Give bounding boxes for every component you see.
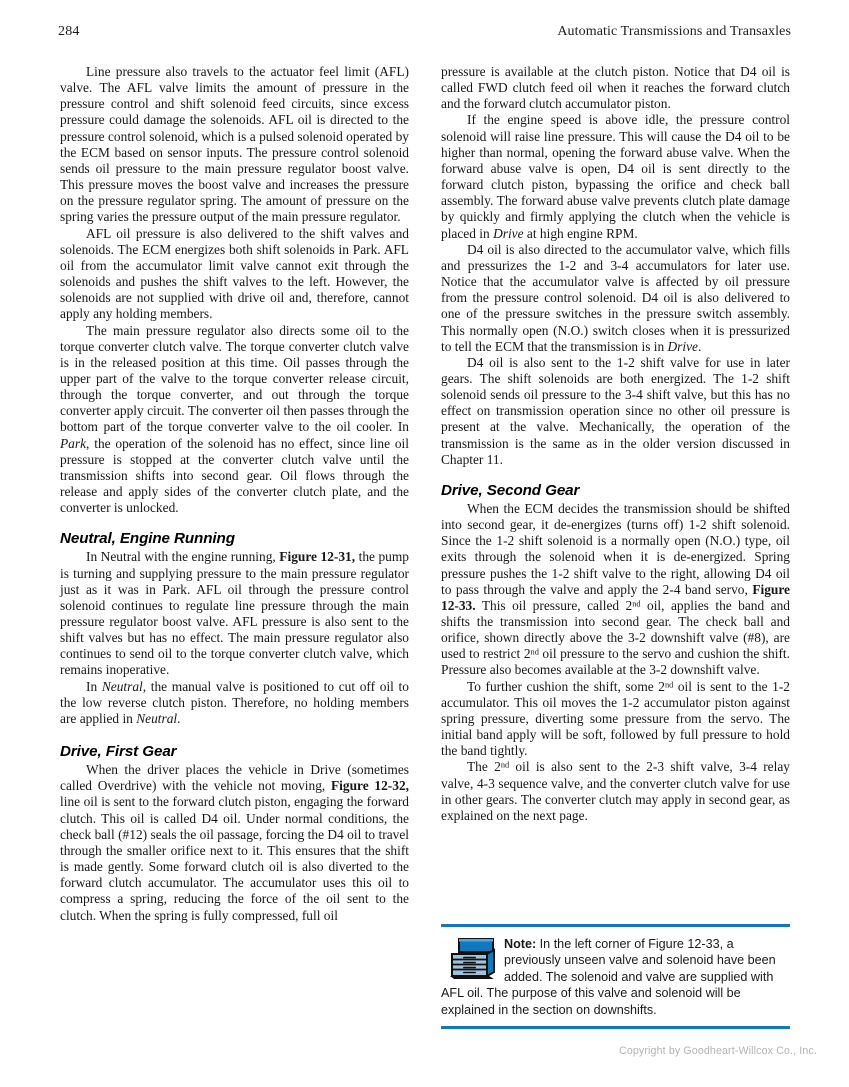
italic-term: Drive <box>493 225 524 241</box>
note-content <box>441 936 790 1018</box>
text-run: oil pressure to the servo and cushion the shift. Pressure also becomes available at the 3-2 downshift valve. <box>441 646 790 678</box>
text-run: To further cushion the shift, some 2 <box>467 678 665 694</box>
figure-reference: Figure 12-32, <box>331 778 410 794</box>
text-run: When the ECM decides the transmission should be shifted into second gear, it de-energizes (turns off) 1-2 shift solenoid. Since the 1-2 shift solenoid is a normally open (N.O.) type, oil exits through the solenoid when it is de-energized. Spring pressure pushes the 1-2 shift valve to the right, allowing D4 oil to pass through the valve and apply the 2-4 band servo, <box>441 500 790 597</box>
text-run: oil is sent to the 1-2 accumulator. This oil moves the 1-2 accumulator piston against spring pressure, diverting some pressure from the servo. The initial band apply will be soft, followed by full pressure to hold the band tightly. <box>441 678 790 759</box>
note-callout <box>441 924 790 1029</box>
section-heading-neutral-engine-running: Neutral, Engine Running <box>60 530 235 548</box>
paragraph <box>60 323 409 517</box>
text-run: D4 oil is also directed to the accumulator valve, which fills and pressurizes the 1-2 and 3-4 accumulators for later use. Notice that the accumulator valve is affected by oil pressure from the pressure control solenoid. D4 oil is also delivered to one of the pressure switches in the pressure switch assembly. This normally open (N.O.) switch closes when it is pressurized to tell the ECM that the transmission is in <box>441 241 790 354</box>
paragraph <box>60 679 409 727</box>
ordinal-suffix: nd <box>664 680 674 690</box>
left-column <box>60 64 409 1029</box>
italic-term: Drive <box>667 338 699 354</box>
note-bottom-rule <box>441 1026 790 1029</box>
toolbox-icon <box>449 937 496 981</box>
text-run: This oil pressure, called 2 <box>475 597 633 613</box>
page-number: 284 <box>58 24 80 39</box>
figure-reference: Figure 12-33. <box>441 581 790 613</box>
note-top-rule <box>441 924 790 927</box>
text-run: oil is also sent to the 2-3 shift valve, 3-4 relay valve, 4-3 sequence valve, and the converter clutch valve for use in other gears. The converter clutch may apply in second gear, as explained on the next page. <box>441 759 790 823</box>
paragraph: Line pressure also travels to the actuator feel limit (AFL) valve. The AFL valve limits the amount of pressure in the pressure control and shift solenoid feed circuits, since excess pressure could damage the solenoids. AFL oil is directed to the pressure control solenoid, which is a pulsed solenoid operated by the ECM based on sensor inputs. The pressure control solenoid sends oil pressure to the main pressure regulator boost valve. This pressure moves the boost valve and increases the pressure on the pressure regulator spring. The amount of pressure on the spring varies the pressure output of the main pressure regulator. <box>60 64 409 225</box>
paragraph <box>60 762 409 924</box>
text-run: line oil is sent to the forward clutch piston, engaging the forward clutch. This oil is called D4 oil. Under normal conditions, the check ball (#12) seals the oil passage, forcing the D4 oil to travel through the smaller orifice next to it. This ensures that the shift is made gently. Some forward clutch oil is also diverted to the forward clutch accumulator. The accumulator uses this oil to compress a spring, reducing the force of the oil sent to the clutch. When the spring is fully compressed, full oil <box>60 794 409 923</box>
text-run: , the manual valve is positioned to cut off oil to the low reverse clutch piston. Therefore, no holding members are applied in <box>60 678 409 726</box>
paragraph <box>60 549 409 678</box>
copyright-line: Copyright by Goodheart-Willcox Co., Inc. <box>619 1045 817 1057</box>
paragraph <box>441 112 790 241</box>
ordinal-suffix: nd <box>632 599 641 609</box>
text-run: The 2 <box>467 759 501 775</box>
italic-term: Neutral <box>101 678 143 694</box>
running-head <box>58 24 791 44</box>
text-run: , the operation of the solenoid has no effect, since line oil pressure is stopped at the converter clutch valve until the transmission shifts into second gear. Oil flows through the release and apply sides of the converter clutch plate, and the converter is unlocked. <box>60 435 409 516</box>
text-run: When the driver places the vehicle in Drive (sometimes called Overdrive) with the vehicle not moving, <box>60 762 409 794</box>
note-label: Note: <box>504 936 537 951</box>
two-column-body <box>60 64 791 1029</box>
section-heading-drive-first-gear: Drive, First Gear <box>60 743 177 761</box>
ordinal-suffix: nd <box>500 760 510 770</box>
paragraph <box>441 242 790 355</box>
text-run: In <box>86 678 102 694</box>
italic-term: Park <box>60 435 87 451</box>
right-column <box>441 64 790 1029</box>
paragraph <box>441 759 790 824</box>
text-run: oil, applies the band and shifts the transmission into second gear. The check ball and orifice, shown directly above the 3-2 downshift valve (#8), are used to restrict 2 <box>441 597 790 662</box>
text-run: . <box>698 338 702 354</box>
figure-reference: Figure 12-31, <box>279 549 356 565</box>
text-run: If the engine speed is above idle, the pressure control solenoid will raise line pressure. This will cause the D4 oil to be higher than normal, opening the forward abuse valve. When the forward abuse valve is open, D4 oil is sent directly to the forward clutch piston, bypassing the orifice and check ball assembly. The forward abuse valve prevents clutch plate damage by quickly and firmly applying the clutch when the vehicle is placed in <box>441 112 790 241</box>
text-run: at high engine RPM. <box>523 225 638 241</box>
paragraph <box>441 501 790 679</box>
text-run: . <box>177 710 181 726</box>
text-run: the pump is turning and supplying pressure to the main pressure regulator just as it was in Park. AFL oil through the pressure control solenoid continues to regulate line pressure through the main pressure regulator boost valve. AFL pressure is also sent to the shift valves but has no effect. The main pressure regulator also continues to send oil to the torque converter clutch valve, which remains inoperative. <box>60 549 409 678</box>
text-run: The main pressure regulator also directs some oil to the torque converter clutch valve. The torque converter clutch valve is in the released position at this time. Oil passes through the upper part of the valve to the torque converter release circuit, through the torque converter, and out through the torque converter apply circuit. The converter oil then passes through the bottom part of the torque converter valve to the oil cooler. In <box>60 322 409 435</box>
italic-term: Neutral <box>136 710 178 726</box>
ordinal-suffix: nd <box>530 647 539 657</box>
paragraph <box>441 679 790 760</box>
book-title: Automatic Transmissions and Transaxles <box>557 24 791 39</box>
text-run: In Neutral with the engine running, <box>86 549 280 565</box>
paragraph-continuation: pressure is available at the clutch piston. Notice that D4 oil is called FWD clutch feed oil when it reaches the forward clutch and the forward clutch accumulator piston. <box>441 64 790 112</box>
note-body-text: In the left corner of Figure 12-33, a previously unseen valve and solenoid have been added. The solenoid and valve are supplied with AFL oil. The purpose of this valve and solenoid will be explained in the section on downshifts. <box>441 936 776 1017</box>
paragraph: D4 oil is also sent to the 1-2 shift valve for use in later gears. The shift solenoids are both energized. The 1-2 shift solenoid sends oil pressure to the 3-4 shift valve, but this has no effect on transmission operation since no other oil pressure is present at the valve. Mechanically, the operation of the transmission is the same as in the older version discussed in Chapter 11. <box>441 354 790 467</box>
paragraph: AFL oil pressure is also delivered to the shift valves and solenoids. The ECM energizes both shift solenoids in Park. AFL oil from the accumulator limit valve cannot exit through the solenoids and pushes the shift valves to the left. However, the solenoids are not supplied with drive oil and, therefore, cannot apply any holding members. <box>60 225 409 322</box>
section-heading-drive-second-gear: Drive, Second Gear <box>441 481 580 499</box>
